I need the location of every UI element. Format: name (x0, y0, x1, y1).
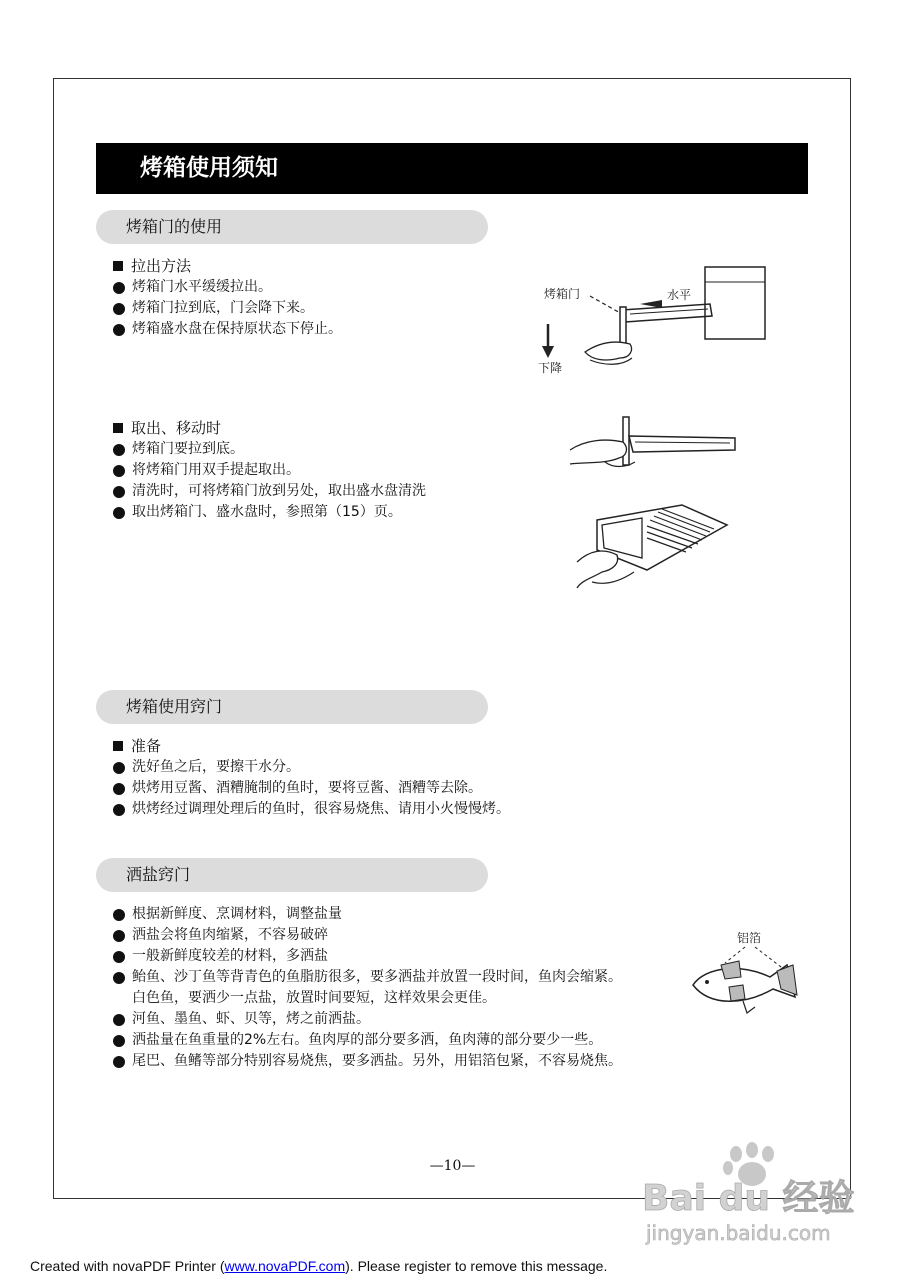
oven-tray-illustration (572, 500, 732, 595)
list-item-text: 鲐鱼、沙丁鱼等背青色的鱼脂肪很多，要多洒盐并放置一段时间，鱼肉会缩紧。 (132, 969, 622, 985)
salt-list (113, 904, 622, 1072)
subheading-remove: 取出、移动时 (113, 418, 221, 438)
page-number: —10— (429, 1158, 476, 1174)
oven-door-pull-illustration (530, 262, 770, 380)
list-item: 烤箱门水平缓缓拉出。 (113, 277, 342, 298)
oven-door-lift-illustration (565, 412, 745, 474)
novapdf-link[interactable]: www.novaPDF.com (224, 1258, 346, 1274)
list-item: 尾巴、鱼鳍等部分特别容易烧焦，要多洒盐。另外，用铝箔包紧，不容易烧焦。 (113, 1051, 622, 1072)
list-item: 烤箱盛水盘在保持原状态下停止。 (113, 319, 342, 340)
watermark-url: jingyan.baidu.com (646, 1221, 831, 1245)
list-item: 烤箱门要拉到底。 (113, 439, 426, 460)
list-item: 洒盐量在鱼重量的2%左右。鱼肉厚的部分要多洒，鱼肉薄的部分要少一些。 (113, 1030, 622, 1051)
prep-list (113, 757, 510, 820)
list-item: 清洗时，可将烤箱门放到另处，取出盛水盘清洗 (113, 481, 426, 502)
list-item-continuation: 白色鱼，要洒少一点盐，放置时间要短，这样效果会更佳。 (132, 990, 496, 1006)
list-item: 洒盐会将鱼肉缩紧，不容易破碎 (113, 925, 622, 946)
page-title: 烤箱使用须知 (96, 143, 808, 194)
list-item: 烤箱门拉到底，门会降下来。 (113, 298, 342, 319)
list-item: 烘烤用豆酱、酒糟腌制的鱼时，要将豆酱、酒糟等去除。 (113, 778, 510, 799)
list-item (113, 967, 622, 1009)
list-item: 根据新鲜度、烹调材料，调整盐量 (113, 904, 622, 925)
label-foil: 铝箔 (737, 931, 762, 945)
fish-foil-illustration (685, 925, 810, 1020)
label-down: 下降 (538, 361, 563, 375)
list-item: 一般新鲜度较差的材料，多洒盐 (113, 946, 622, 967)
subheading-prep: 准备 (113, 736, 161, 756)
square-bullet-icon (113, 423, 123, 433)
list-item: 将烤箱门用双手提起取出。 (113, 460, 426, 481)
footer-note: Created with novaPDF Printer (www.novaPDF.com). Please register to remove this message. (30, 1258, 608, 1274)
subheading-pull: 拉出方法 (113, 256, 191, 276)
label-horizontal: 水平 (667, 288, 692, 302)
list-item: 洗好鱼之后，要擦干水分。 (113, 757, 510, 778)
baidu-watermark (640, 1140, 855, 1250)
remove-list (113, 439, 426, 523)
section-heading-door: 烤箱门的使用 (96, 210, 488, 244)
list-item: 河鱼、墨鱼、虾、贝等，烤之前洒盐。 (113, 1009, 622, 1030)
square-bullet-icon (113, 741, 123, 751)
list-item: 烘烤经过调理处理后的鱼时，很容易烧焦、请用小火慢慢烤。 (113, 799, 510, 820)
square-bullet-icon (113, 261, 123, 271)
section-heading-salt: 洒盐窍门 (96, 858, 488, 892)
watermark-brand: Bai du 经验 (642, 1178, 855, 1219)
label-oven-door: 烤箱门 (544, 287, 581, 301)
pull-list (113, 277, 342, 340)
list-item: 取出烤箱门、盛水盘时，参照第（15）页。 (113, 502, 426, 523)
section-heading-tips: 烤箱使用窍门 (96, 690, 488, 724)
